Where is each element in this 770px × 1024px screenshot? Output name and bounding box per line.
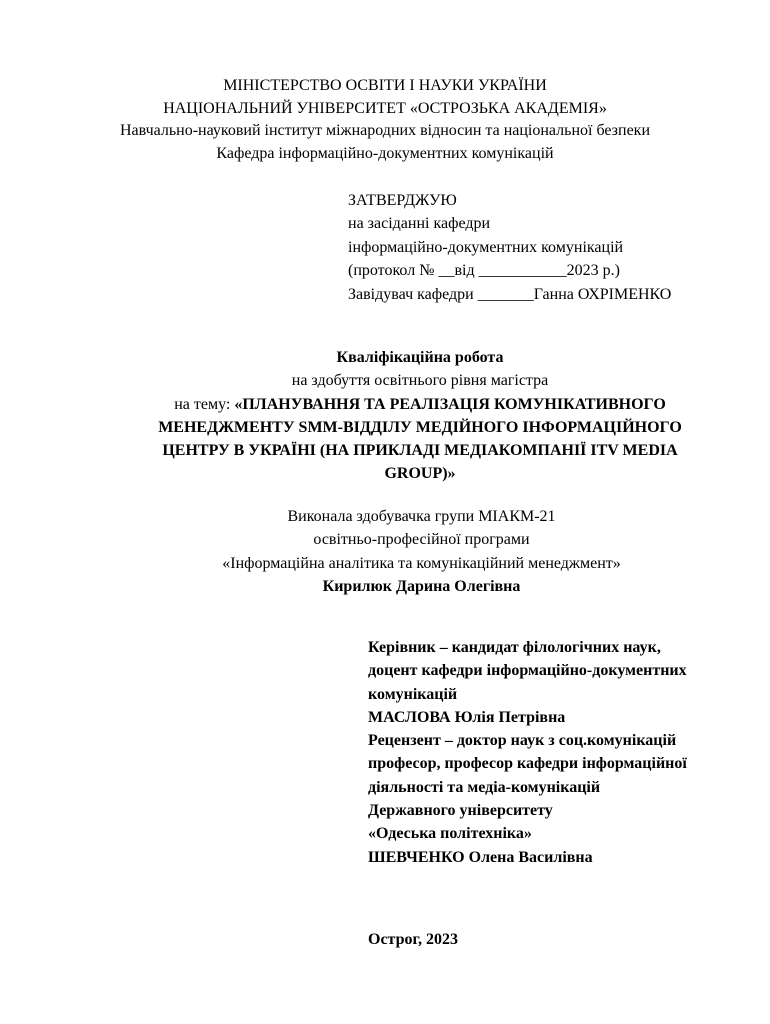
supervisor-name: МАСЛОВА Юлія Петрівна [368,708,566,726]
work-topic-line [120,393,720,416]
author-program: «Інформаційна аналітика та комунікаційний менеджмент» [222,554,621,572]
approval-line: інформаційно-документних комунікацій [348,238,624,256]
supervision-line: комунікацій [368,685,458,703]
approval-head-signature: Завідувач кафедри _______Ганна ОХРІМЕНКО [348,285,672,303]
work-topic-prefix: на тему: [174,395,235,413]
author-line: Виконала здобувачка групи МІАКМ-21 [287,508,556,525]
supervision-line: Керівник – кандидат філологічних наук, [368,639,661,656]
university-name: НАЦІОНАЛЬНИЙ УНІВЕРСИТЕТ «ОСТРОЗЬКА АКАДЕМІЯ» [163,99,607,117]
approval-line: на засіданні кафедри [348,215,491,233]
author-name: Кирилюк Дарина Олегівна [322,577,521,595]
work-topic-line: ЦЕНТРУ В УКРАЇНІ (НА ПРИКЛАДІ МЕДІАКОМПАНІЇ ITV MEDIA [162,442,678,460]
ministry-name: МІНІСТЕРСТВО ОСВІТИ І НАУКИ УКРАЇНИ [223,77,547,94]
work-topic-text: «ПЛАНУВАННЯ ТА РЕАЛІЗАЦІЯ КОМУНІКАТИВНОГО [234,395,666,413]
work-topic-line: МЕНЕДЖМЕНТУ SMM-ВІДДІЛУ МЕДІЙНОГО ІНФОРМАЦІЙНОГО [158,418,682,436]
supervision-line: «Одеська політехніка» [368,825,532,843]
supervision-line: Рецензент – доктор наук з соц.комунікацій [368,732,677,750]
approval-protocol: (протокол № __від ___________2023 р.) [348,262,620,280]
place-year: Острог, 2023 [368,931,458,948]
approval-heading: ЗАТВЕРДЖУЮ [348,192,457,209]
supervision-line: доцент кафедри інформаційно-документних [368,662,687,680]
work-title-block [120,346,720,486]
supervision-line: професор, професор кафедри інформаційної [368,755,687,773]
work-degree: на здобуття освітнього рівня магістра [291,372,549,390]
supervision-line: Державного університету [368,802,553,820]
approval-block [348,189,671,306]
supervision-line: діяльності та медіа-комунікацій [368,778,601,796]
author-line: освітньо-професійної програми [313,531,530,549]
institution-header [0,75,770,166]
work-type: Кваліфікаційна робота [336,349,504,366]
institute-name: Навчально-науковий інститут міжнародних відносин та національної безпеки [119,122,650,140]
department-name: Кафедра інформаційно-документних комунікацій [216,145,554,163]
supervision-block [368,636,748,869]
reviewer-name: ШЕВЧЕНКО Олена Василівна [368,848,593,866]
work-topic-line: GROUP)» [384,465,456,483]
author-block [0,505,770,598]
